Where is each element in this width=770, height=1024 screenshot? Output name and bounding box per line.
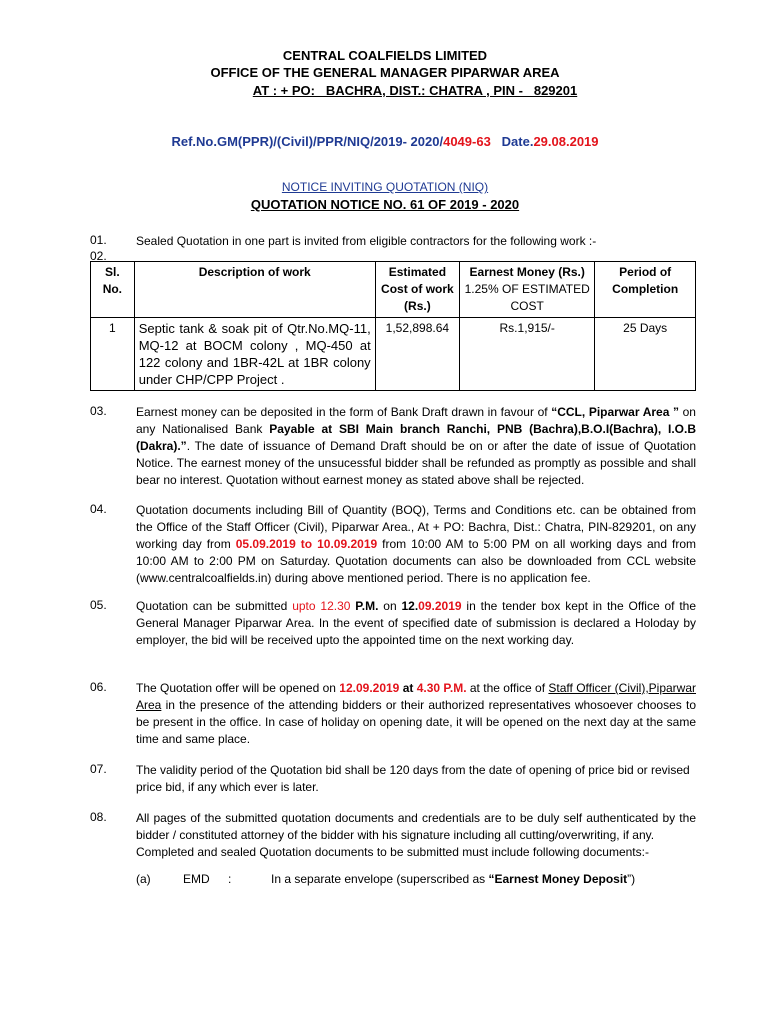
office-name: OFFICE OF THE GENERAL MANAGER PIPARWAR AREA — [210, 65, 560, 80]
header-cost: Estimated Cost of work (Rs.) — [375, 262, 459, 318]
item-a-text-1: In a separate envelope (superscribed as — [271, 872, 489, 886]
para-03 — [136, 404, 696, 489]
p06-text-3: in the presence of the attending bidders or their authorized representatives whosoever chooses to be present in the office. In case of holiday on opening date, it will be opened on the next day at the same time and same place. — [136, 698, 696, 746]
p06-pm: P.M. — [440, 681, 467, 695]
p03-text-3: . The date of issuance of Demand Draft should be on or after the date of issue of Quotation Notice. The earnest money of the unsucessful bidder shall be refunded as promptly as possible and shall bear no interest. Quotation without earnest money as stated above shall be rejected. — [136, 439, 696, 487]
p03-bold-2: Payable at SBI Main branch Ranchi, PNB (Bachra),B.O.I(Bachra), I.O.B (Dakra).” — [136, 422, 696, 453]
para-num-03: 03. — [90, 404, 107, 418]
para-num-05: 05. — [90, 598, 107, 612]
p04-text-2: from 10:00 AM to 5:00 PM on all working days and from 10:00 AM to 2:00 PM on Saturday. Quotation documents can also be downloaded from CCL website (www.centralcoalfields.in) during above mentioned period. There is no application fee. — [136, 537, 697, 585]
para-num-07: 07. — [90, 762, 107, 776]
p06-text-1: The Quotation offer will be opened on — [136, 681, 340, 695]
ref-prefix: Ref.No.GM(PPR)/(Civil)/PPR/NIQ/2019- 2020/ — [171, 134, 444, 149]
para-num-08: 08. — [90, 810, 107, 824]
header-sl: Sl. No. — [91, 262, 135, 318]
cell-description: Septic tank & soak pit of Qtr.No.MQ-11, MQ-12 at BOCM colony , MQ-450 at 122 colony and 1BR-42L at 1BR colony under CHP/CPP Project . — [134, 318, 375, 391]
para-08 — [136, 810, 696, 861]
p03-text-1: Earnest money can be deposited in the form of Bank Draft drawn in favour of — [136, 405, 552, 419]
company-name: CENTRAL COALFIELDS LIMITED — [282, 48, 488, 63]
cell-cost: 1,52,898.64 — [375, 318, 459, 391]
p06-at: at — [399, 681, 417, 695]
cell-emd: Rs.1,915/- — [460, 318, 595, 391]
p06-office: Staff Officer (Civil),Piparwar Area — [136, 681, 697, 712]
para-04 — [136, 502, 696, 587]
item-a-label: (a) — [136, 872, 151, 886]
notice-title: QUOTATION NOTICE NO. 61 OF 2019 - 2020 — [250, 197, 520, 212]
para-num-02: 02. — [90, 249, 107, 263]
header-period: Period of Completion — [595, 262, 696, 318]
work-table — [90, 261, 696, 391]
p06-monthyear: 09.2019 — [355, 681, 400, 695]
ref-number: 4049-63 — [443, 134, 491, 149]
item-a-bold: “Earnest Money Deposit — [488, 872, 628, 886]
p03-bold-1: “CCL, Piparwar Area ” — [551, 405, 680, 419]
cell-period: 25 Days — [595, 318, 696, 391]
p04-dates: 05.09.2019 to 10.09.2019 — [235, 537, 378, 551]
p06-text-2: at the office of — [466, 681, 549, 695]
header-emd-line1: Earnest Money (Rs.) — [469, 265, 585, 279]
p05-day: 12. — [401, 599, 419, 613]
item-a-colon: : — [228, 872, 232, 886]
table-row — [91, 318, 696, 391]
office-address: AT : + PO: _BACHRA, DIST.: CHATRA , PIN - _829201 — [252, 83, 578, 98]
p05-time: upto 12.30 — [292, 599, 351, 613]
cell-sl: 1 — [91, 318, 135, 391]
ref-date-label: Date. — [501, 134, 534, 149]
p04-text-1: Quotation documents including Bill of Quantity (BOQ), Terms and Conditions etc. can be obtained from the Office of the Staff Officer (Civil), Piparwar Area., At + PO: Bachra, Dist.: Chatra, PIN-829201, on any working day from — [136, 503, 696, 551]
intro-text: Sealed Quotation in one part is invited from eligible contractors for the following work :- — [136, 234, 597, 248]
para-06 — [136, 680, 696, 748]
item-a-name: EMD — [183, 872, 210, 886]
p08-text-2: Completed and sealed Quotation documents to be submitted must include following documents:- — [136, 845, 649, 859]
p03-text-2: on any Nationalised Bank — [136, 405, 696, 436]
p05-text-1: Quotation can be submitted — [136, 599, 293, 613]
p05-text-3: in the tender box kept in the Office of the General Manager Piparwar Area. In the event of specified date of submission is declared a Holoday by employer, the bid will be received upto the appointed time on the next working day. — [136, 599, 697, 647]
para-07: The validity period of the Quotation bid shall be 120 days from the date of opening of price bid or revised price bid, if any which ever is later. — [136, 763, 690, 794]
header-emd — [460, 262, 595, 318]
table-header-row — [91, 262, 696, 318]
p05-monthyear: 09.2019 — [418, 599, 462, 613]
p08-text-1: All pages of the submitted quotation documents and credentials are to be duly self authenticated by the bidder / constituted attorney of the bidder with his signature including all cutting/overwriting, if any. — [136, 811, 696, 842]
header-description: Description of work — [134, 262, 375, 318]
para-num-01: 01. — [90, 233, 107, 247]
item-a-text-2: ”) — [627, 872, 636, 886]
para-num-06: 06. — [90, 680, 107, 694]
p06-time: 4.30 — [416, 681, 441, 695]
reference-line — [0, 134, 770, 149]
p05-text-2: on — [378, 599, 402, 613]
header-emd-line2: 1.25% OF ESTIMATED COST — [464, 282, 590, 313]
para-05 — [136, 598, 696, 649]
p06-day: 12. — [339, 681, 356, 695]
niq-title: NOTICE INVITING QUOTATION (NIQ) — [281, 180, 489, 194]
item-a-text — [271, 872, 635, 886]
para-num-04: 04. — [90, 502, 107, 516]
ref-date: 29.08.2019 — [533, 134, 599, 149]
p05-pm: P.M. — [350, 599, 379, 613]
